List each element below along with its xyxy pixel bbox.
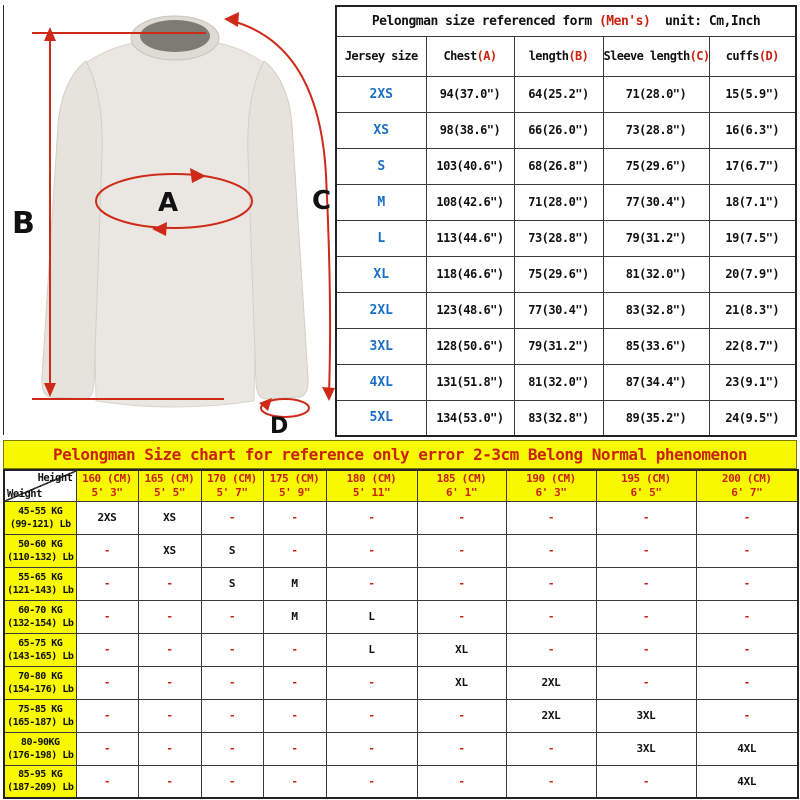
chart-size-cell: - [201, 699, 263, 732]
chart-size-cell: 4XL [696, 732, 798, 765]
col-label: Jersey size [344, 49, 418, 63]
height-weight-chart [3, 469, 799, 799]
measurement-cell: 94(37.0") [426, 76, 514, 112]
weight-lb-label: (99-121) Lb [9, 518, 71, 530]
chart-size-cell: - [596, 600, 696, 633]
chart-size-cell: M [263, 567, 326, 600]
chart-size-cell: - [506, 732, 596, 765]
size-spec-header-row [336, 36, 796, 76]
chart-row [4, 666, 798, 699]
chart-row [4, 501, 798, 534]
jersey-size-cell: 3XL [336, 328, 426, 364]
chart-size-cell: - [506, 567, 596, 600]
jersey-size-cell: 2XL [336, 292, 426, 328]
size-spec-table [335, 5, 797, 437]
measurement-cell: 75(29.6") [603, 148, 709, 184]
chart-size-cell: - [76, 732, 138, 765]
weight-lb-label: (187-209) Lb [7, 782, 74, 794]
chart-size-cell: - [696, 633, 798, 666]
size-spec-row [336, 328, 796, 364]
size-spec-row [336, 184, 796, 220]
height-column-header [201, 470, 263, 501]
chart-size-cell: - [138, 600, 201, 633]
height-cm-label: 165 (CM) [144, 472, 195, 485]
chart-size-cell: - [326, 567, 417, 600]
measurement-cell: 71(28.0") [603, 76, 709, 112]
weight-kg-label: 75-85 KG [18, 703, 63, 715]
weight-row-header [4, 600, 76, 633]
chart-header-row [4, 470, 798, 501]
jersey-size-cell: S [336, 148, 426, 184]
jersey-size-cell: 5XL [336, 400, 426, 436]
size-spec-row [336, 292, 796, 328]
chart-size-cell: - [326, 699, 417, 732]
height-column-header [596, 470, 696, 501]
height-ft-label: 6' 7" [731, 485, 763, 499]
weight-kg-label: 60-70 KG [18, 604, 63, 616]
height-ft-label: 5' 5" [153, 485, 186, 499]
height-cm-label: 200 (CM) [721, 472, 772, 485]
height-column-header [76, 470, 138, 501]
corner-height-label: Height [37, 472, 73, 484]
col-header-chest [426, 36, 514, 76]
col-header-cuffs [709, 36, 796, 76]
chart-size-cell: XL [417, 633, 506, 666]
measurement-cell: 83(32.8") [603, 292, 709, 328]
measurement-cell: 22(8.7") [709, 328, 796, 364]
size-spec-table-body [336, 76, 796, 436]
shirt-body [86, 43, 264, 407]
chart-size-cell: S [201, 567, 263, 600]
weight-row-header [4, 732, 76, 765]
chart-size-cell: - [696, 567, 798, 600]
chart-size-cell: - [506, 501, 596, 534]
weight-kg-label: 85-95 KG [18, 769, 63, 781]
measurement-cell: 108(42.6") [426, 184, 514, 220]
measurement-cell: 66(26.0") [514, 112, 603, 148]
height-ft-label: 5' 9" [278, 485, 311, 499]
weight-row-header [4, 567, 76, 600]
measurement-cell: 87(34.4") [603, 364, 709, 400]
chart-size-cell: - [201, 765, 263, 798]
chart-size-cell: - [263, 666, 326, 699]
measurement-cell: 83(32.8") [514, 400, 603, 436]
height-column-header [417, 470, 506, 501]
chart-size-cell: - [76, 567, 138, 600]
chart-size-cell: - [596, 501, 696, 534]
chart-size-cell: - [263, 501, 326, 534]
measurement-cell: 77(30.4") [603, 184, 709, 220]
height-cm-label: 160 (CM) [82, 472, 132, 485]
weight-lb-label: (143-165) Lb [7, 650, 74, 662]
measurement-cell: 134(53.0") [426, 400, 514, 436]
weight-row-header [4, 765, 76, 798]
jersey-size-cell: 2XS [336, 76, 426, 112]
chart-size-cell: - [201, 600, 263, 633]
col-label: Chest [443, 49, 477, 63]
col-header-sleeve-length [603, 36, 709, 76]
height-column-header [696, 470, 798, 501]
chart-size-cell: - [263, 534, 326, 567]
size-spec-row [336, 364, 796, 400]
size-spec-row [336, 400, 796, 436]
height-cm-label: 180 (CM) [346, 472, 397, 485]
chart-size-cell: - [76, 534, 138, 567]
height-column-header [326, 470, 417, 501]
chart-row [4, 699, 798, 732]
reference-banner [3, 440, 797, 469]
chart-size-cell: - [326, 501, 417, 534]
label-d: D [270, 414, 289, 435]
chart-size-cell: - [506, 600, 596, 633]
measurement-cell: 77(30.4") [514, 292, 603, 328]
chart-size-cell: - [201, 501, 263, 534]
measurement-cell: 17(6.7") [709, 148, 796, 184]
weight-row-header [4, 666, 76, 699]
measurement-cell: 68(26.8") [514, 148, 603, 184]
weight-row-header [4, 501, 76, 534]
chart-size-cell: 3XL [596, 732, 696, 765]
chart-size-cell: - [596, 567, 696, 600]
measurement-cell: 21(8.3") [709, 292, 796, 328]
chart-size-cell: S [201, 534, 263, 567]
chart-size-cell: - [506, 534, 596, 567]
chart-size-cell: 2XS [76, 501, 138, 534]
height-ft-label: 6' 3" [535, 485, 567, 499]
jersey-size-cell: XS [336, 112, 426, 148]
weight-lb-label: (165-187) Lb [7, 716, 74, 728]
chart-size-cell: - [138, 666, 201, 699]
chart-size-cell: XS [138, 534, 201, 567]
chart-row [4, 732, 798, 765]
chart-size-cell: - [417, 732, 506, 765]
shirt-collar-opening [140, 20, 210, 52]
height-cm-label: 190 (CM) [526, 472, 576, 485]
measurement-cell: 81(32.0") [514, 364, 603, 400]
col-label: Sleeve length [603, 49, 690, 63]
chart-size-cell: 2XL [506, 666, 596, 699]
chart-size-cell: 2XL [506, 699, 596, 732]
size-spec-title-row [336, 6, 796, 36]
chart-size-cell: - [138, 633, 201, 666]
chart-size-cell: - [417, 501, 506, 534]
measurement-cell: 85(33.6") [603, 328, 709, 364]
chart-size-cell: - [201, 633, 263, 666]
col-code: (A) [476, 49, 497, 63]
measurement-cell: 79(31.2") [514, 328, 603, 364]
height-ft-label: 6' 1" [445, 485, 478, 499]
col-code: (B) [568, 49, 589, 63]
measurement-cell: 75(29.6") [514, 256, 603, 292]
measurement-cell: 103(40.6") [426, 148, 514, 184]
chart-row [4, 600, 798, 633]
chart-size-cell: - [696, 534, 798, 567]
chart-row [4, 534, 798, 567]
corner-weight-label: Weight [7, 487, 42, 500]
chart-size-cell: XS [138, 501, 201, 534]
height-ft-label: 5' 3" [91, 485, 123, 499]
col-code: (D) [758, 49, 779, 63]
measurement-cell: 128(50.6") [426, 328, 514, 364]
title-unit: unit: Cm,Inch [664, 13, 761, 29]
col-code: (C) [689, 49, 710, 63]
chart-size-cell: - [201, 732, 263, 765]
chart-size-cell: - [76, 633, 138, 666]
chart-size-cell: - [696, 600, 798, 633]
weight-kg-label: 80-90KG [20, 736, 60, 748]
size-spec-row [336, 112, 796, 148]
measurement-cell: 81(32.0") [603, 256, 709, 292]
height-ft-label: 5' 11" [352, 485, 391, 499]
label-c: C [312, 186, 332, 216]
chart-size-cell: XL [417, 666, 506, 699]
measurement-cell: 98(38.6") [426, 112, 514, 148]
chart-row [4, 567, 798, 600]
weight-kg-label: 70-80 KG [18, 670, 63, 682]
measurement-cell: 20(7.9") [709, 256, 796, 292]
chart-size-cell: - [326, 732, 417, 765]
chart-size-cell: - [417, 600, 506, 633]
chart-size-cell: - [326, 765, 417, 798]
weight-row-header [4, 699, 76, 732]
chart-size-cell: - [201, 666, 263, 699]
height-cm-label: 170 (CM) [207, 472, 257, 485]
weight-row-header [4, 633, 76, 666]
measurement-cell: 16(6.3") [709, 112, 796, 148]
measurement-cell: 113(44.6") [426, 220, 514, 256]
size-spec-row [336, 220, 796, 256]
measurement-cell: 123(48.6") [426, 292, 514, 328]
chart-size-cell: L [326, 600, 417, 633]
chart-size-cell: - [76, 666, 138, 699]
shirt-diagram [4, 5, 336, 435]
chart-size-cell: - [417, 567, 506, 600]
col-header-jersey-size [336, 36, 426, 76]
shirt-measurement-panel [3, 5, 336, 435]
chart-size-cell: - [506, 633, 596, 666]
chart-size-cell: - [263, 633, 326, 666]
chart-size-cell: - [596, 765, 696, 798]
height-column-header [138, 470, 201, 501]
measurement-cell: 89(35.2") [603, 400, 709, 436]
chart-size-cell: - [263, 699, 326, 732]
shirt-right-sleeve [248, 61, 308, 399]
measurement-cell: 19(7.5") [709, 220, 796, 256]
chart-size-cell: - [696, 666, 798, 699]
height-cm-label: 185 (CM) [436, 472, 487, 485]
chart-size-cell: M [263, 600, 326, 633]
chart-size-cell: - [138, 699, 201, 732]
jersey-size-cell: L [336, 220, 426, 256]
measurement-cell: 18(7.1") [709, 184, 796, 220]
chart-size-cell: - [263, 765, 326, 798]
weight-lb-label: (110-132) Lb [7, 551, 74, 563]
chart-row [4, 633, 798, 666]
jersey-size-cell: 4XL [336, 364, 426, 400]
height-cm-label: 195 (CM) [621, 472, 671, 485]
label-a: A [158, 188, 179, 218]
chart-size-cell: - [326, 534, 417, 567]
col-label: cuffs [725, 49, 759, 63]
col-header-length [514, 36, 603, 76]
measurement-cell: 23(9.1") [709, 364, 796, 400]
chart-size-cell: - [417, 534, 506, 567]
corner-cell [4, 470, 76, 501]
measurement-cell: 79(31.2") [603, 220, 709, 256]
measurement-cell: 64(25.2") [514, 76, 603, 112]
chart-size-cell: - [76, 699, 138, 732]
chart-size-cell: - [76, 600, 138, 633]
jersey-size-cell: XL [336, 256, 426, 292]
label-b: B [12, 206, 35, 241]
chart-size-cell: - [417, 699, 506, 732]
measurement-cell: 131(51.8") [426, 364, 514, 400]
weight-lb-label: (176-198) Lb [7, 749, 74, 761]
weight-kg-label: 65-75 KG [18, 637, 63, 649]
chart-size-cell: 3XL [596, 699, 696, 732]
measurement-cell: 73(28.8") [603, 112, 709, 148]
size-spec-title [336, 6, 796, 36]
jersey-size-cell: M [336, 184, 426, 220]
height-column-header [506, 470, 596, 501]
measurement-cell: 73(28.8") [514, 220, 603, 256]
col-label: length [528, 49, 569, 63]
weight-lb-label: (154-176) Lb [7, 683, 74, 695]
height-ft-label: 6' 5" [630, 485, 662, 499]
weight-kg-label: 50-60 KG [18, 538, 63, 550]
chart-size-cell: - [138, 567, 201, 600]
title-prefix: Pelongman size referenced form [371, 13, 592, 29]
chart-size-cell: - [696, 699, 798, 732]
chart-size-cell: - [506, 765, 596, 798]
chart-row [4, 765, 798, 798]
chart-size-cell: - [263, 732, 326, 765]
size-spec-row [336, 148, 796, 184]
height-cm-label: 175 (CM) [269, 472, 320, 485]
chart-size-cell: - [138, 765, 201, 798]
measurement-cell: 71(28.0") [514, 184, 603, 220]
chart-size-cell: - [326, 666, 417, 699]
measurement-cell: 15(5.9") [709, 76, 796, 112]
size-spec-row [336, 256, 796, 292]
measurement-cell: 24(9.5") [709, 400, 796, 436]
reference-banner-text: Pelongman Size chart for reference only error 2-3cm Belong Normal phenomenon [52, 445, 748, 464]
title-gender: (Men's) [598, 13, 651, 29]
weight-lb-label: (121-143) Lb [7, 584, 74, 596]
weight-lb-label: (132-154) Lb [7, 617, 74, 629]
height-column-header [263, 470, 326, 501]
chart-size-cell: - [76, 765, 138, 798]
weight-kg-label: 55-65 KG [18, 571, 63, 583]
measurement-cell: 118(46.6") [426, 256, 514, 292]
chart-size-cell: 4XL [696, 765, 798, 798]
chart-size-cell: - [596, 633, 696, 666]
weight-row-header [4, 534, 76, 567]
chart-size-cell: - [596, 666, 696, 699]
chart-size-cell: - [417, 765, 506, 798]
chart-size-cell: - [696, 501, 798, 534]
chart-size-cell: L [326, 633, 417, 666]
weight-kg-label: 45-55 KG [18, 505, 63, 517]
chart-size-cell: - [596, 534, 696, 567]
chart-body [4, 501, 798, 798]
size-spec-row [336, 76, 796, 112]
chart-size-cell: - [138, 732, 201, 765]
height-ft-label: 5' 7" [216, 485, 248, 499]
